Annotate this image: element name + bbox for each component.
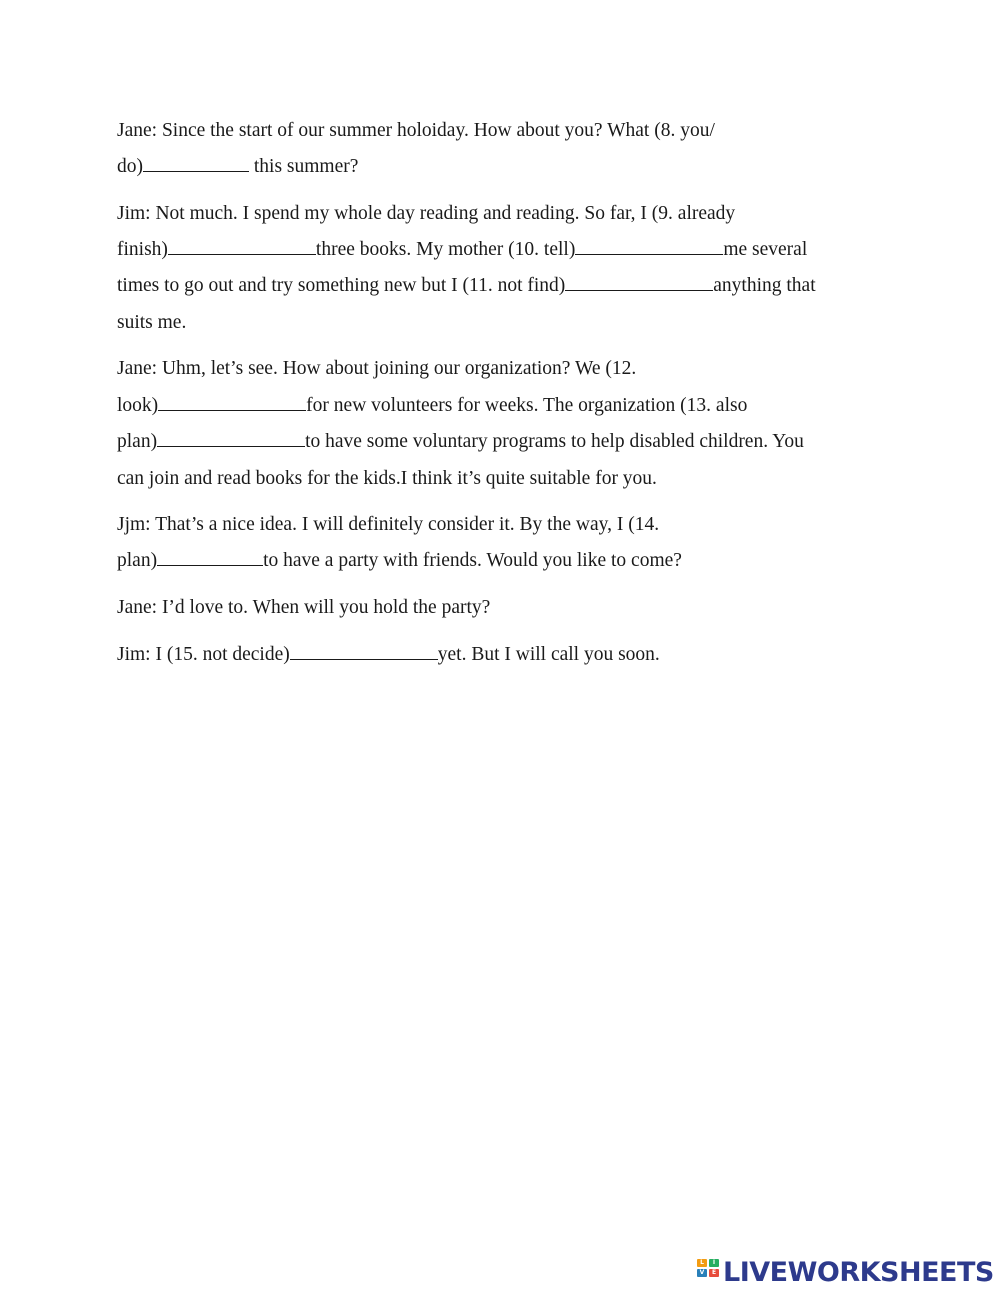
answer-blank-13[interactable]	[157, 430, 305, 447]
line-9-text-a: plan)	[117, 431, 158, 452]
line-6-text: suits me.	[117, 312, 187, 333]
logo-block-v: V	[697, 1269, 707, 1277]
line-3	[117, 202, 735, 226]
line-11-text: Jjm: That’s a nice idea. I will definitely consider it. By the way, I (14.	[117, 514, 660, 535]
line-6	[117, 311, 186, 335]
logo-block-i: I	[709, 1259, 719, 1267]
answer-blank-10[interactable]	[575, 238, 723, 255]
line-2-text-a: do)	[117, 156, 143, 177]
line-8-text-a: look)	[117, 395, 159, 416]
line-4-text-c: me several	[723, 239, 808, 260]
line-5	[117, 274, 816, 298]
line-12-text-b: to have a party with friends. Would you like to come?	[263, 550, 682, 571]
line-12-text-a: plan)	[117, 550, 158, 571]
logo-block-l: L	[697, 1259, 707, 1267]
line-11	[117, 513, 659, 537]
line-2	[117, 155, 358, 179]
line-2-text-b: this summer?	[249, 156, 359, 177]
line-14-text-a: Jim: I (15. not decide)	[117, 644, 290, 665]
line-4-text-b: three books. My mother (10. tell)	[315, 239, 576, 260]
line-14-text-b: yet. But I will call you soon.	[437, 644, 660, 665]
line-14	[117, 643, 660, 667]
line-9-text-b: to have some voluntary programs to help disabled children. You	[305, 431, 804, 452]
logo-text: LIVEWORKSHEETS	[723, 1256, 994, 1288]
line-10-text: can join and read books for the kids.I think it’s quite suitable for you.	[117, 468, 657, 489]
answer-blank-12[interactable]	[158, 394, 306, 411]
line-4-text-a: finish)	[117, 239, 168, 260]
liveworksheets-logo	[697, 1256, 994, 1288]
line-1-text: Jane: Since the start of our summer holoiday. How about you? What (8. you/	[117, 120, 715, 141]
line-13	[117, 596, 490, 620]
answer-blank-11[interactable]	[565, 274, 713, 291]
line-5-text-b: anything that	[713, 275, 816, 296]
answer-blank-9[interactable]	[168, 238, 316, 255]
line-8	[117, 394, 747, 418]
logo-blocks-icon	[697, 1258, 721, 1286]
answer-blank-14[interactable]	[157, 549, 263, 566]
line-7-text: Jane: Uhm, let’s see. How about joining our organization? We (12.	[117, 358, 637, 379]
answer-blank-8[interactable]	[143, 155, 249, 172]
line-13-text: Jane: I’d love to. When will you hold the party?	[117, 597, 491, 618]
line-12	[117, 549, 682, 573]
line-7	[117, 357, 636, 381]
answer-blank-15[interactable]	[290, 643, 438, 660]
line-5-text-a: times to go out and try something new but I (11. not find)	[117, 275, 566, 296]
line-9	[117, 430, 804, 454]
line-3-text: Jim: Not much. I spend my whole day reading and reading. So far, I (9. already	[117, 203, 736, 224]
line-4	[117, 238, 807, 262]
logo-block-e: E	[709, 1269, 719, 1277]
line-10	[117, 467, 657, 491]
line-1	[117, 119, 715, 143]
line-8-text-b: for new volunteers for weeks. The organization (13. also	[306, 395, 748, 416]
